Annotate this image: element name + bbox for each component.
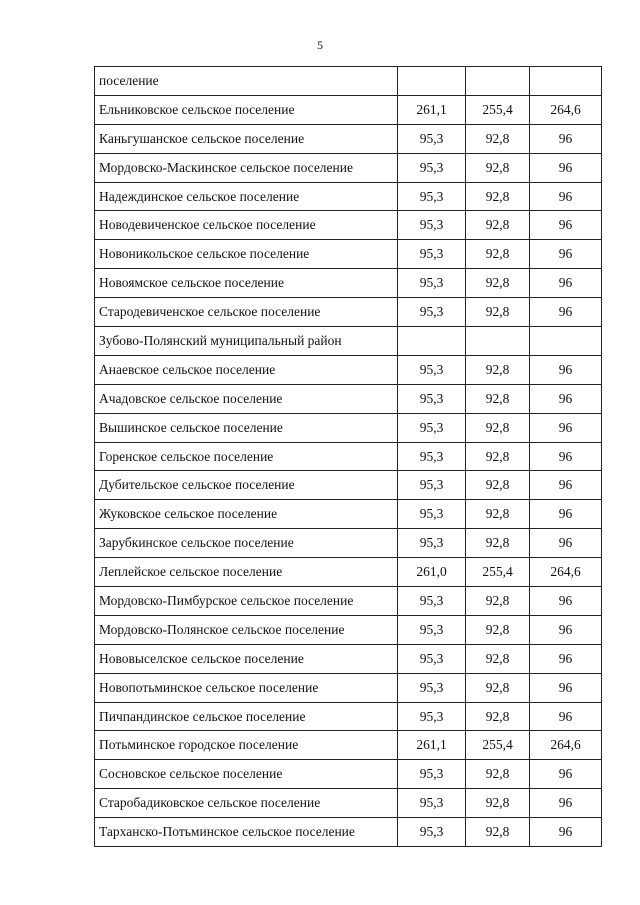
- value-cell-3: 96: [530, 153, 602, 182]
- settlement-name-cell: Зарубкинское сельское поселение: [95, 529, 398, 558]
- value-cell-2: 92,8: [466, 269, 530, 298]
- table-row-district-heading: [95, 327, 602, 356]
- settlement-name-cell: Пичпандинское сельское поселение: [95, 702, 398, 731]
- value-cell-3: 96: [530, 587, 602, 616]
- value-cell-2: 92,8: [466, 240, 530, 269]
- value-cell-1: 95,3: [398, 269, 466, 298]
- value-cell-1: 95,3: [398, 153, 466, 182]
- table-body: [95, 67, 602, 847]
- value-cell-1: 95,3: [398, 615, 466, 644]
- value-cell-2: 92,8: [466, 760, 530, 789]
- value-cell-3: 264,6: [530, 95, 602, 124]
- value-cell-1: 95,3: [398, 355, 466, 384]
- value-cell-2: 92,8: [466, 298, 530, 327]
- value-cell-1: 261,0: [398, 558, 466, 587]
- value-cell-1: 95,3: [398, 500, 466, 529]
- value-cell-2: 255,4: [466, 558, 530, 587]
- table-row: [95, 442, 602, 471]
- table-row: [95, 500, 602, 529]
- table-row: [95, 211, 602, 240]
- table-row: [95, 269, 602, 298]
- value-cell-3: 96: [530, 211, 602, 240]
- value-cell-2: 92,8: [466, 529, 530, 558]
- value-cell-3: 96: [530, 615, 602, 644]
- table-row: [95, 789, 602, 818]
- settlement-name-cell: Мордовско-Маскинское сельское поселение: [95, 153, 398, 182]
- table-row: [95, 384, 602, 413]
- value-cell-2: 92,8: [466, 442, 530, 471]
- table-row: [95, 240, 602, 269]
- value-cell-1: 261,1: [398, 731, 466, 760]
- value-cell-2: 255,4: [466, 731, 530, 760]
- value-cell-3: 96: [530, 124, 602, 153]
- settlement-name-cell: Дубительское сельское поселение: [95, 471, 398, 500]
- settlement-name-cell: Мордовско-Полянское сельское поселение: [95, 615, 398, 644]
- settlement-name-cell: Мордовско-Пимбурское сельское поселение: [95, 587, 398, 616]
- settlement-name-cell: Тарханско-Потьминское сельское поселение: [95, 818, 398, 847]
- table-row: [95, 182, 602, 211]
- table-row: [95, 529, 602, 558]
- table-row: [95, 558, 602, 587]
- settlement-name-cell: Сосновское сельское поселение: [95, 760, 398, 789]
- settlement-name-cell: Стародевиченское сельское поселение: [95, 298, 398, 327]
- settlement-name-cell: Ачадовское сельское поселение: [95, 384, 398, 413]
- table-row: [95, 298, 602, 327]
- value-cell-3: 96: [530, 644, 602, 673]
- value-cell-3: [530, 67, 602, 96]
- value-cell-2: 92,8: [466, 384, 530, 413]
- value-cell-2: 92,8: [466, 673, 530, 702]
- value-cell-1: 95,3: [398, 529, 466, 558]
- value-cell-3: 96: [530, 789, 602, 818]
- table-row: [95, 587, 602, 616]
- settlement-name-cell: Надеждинское сельское поселение: [95, 182, 398, 211]
- settlement-name-cell: Новоямское сельское поселение: [95, 269, 398, 298]
- table-row: [95, 615, 602, 644]
- value-cell-3: 96: [530, 355, 602, 384]
- value-cell-3: 96: [530, 384, 602, 413]
- value-cell-2: 92,8: [466, 153, 530, 182]
- value-cell-3: 96: [530, 529, 602, 558]
- settlement-name-cell: Ельниковское сельское поселение: [95, 95, 398, 124]
- settlement-name-cell: Потьминское городское поселение: [95, 731, 398, 760]
- value-cell-1: 95,3: [398, 702, 466, 731]
- value-cell-2: 92,8: [466, 182, 530, 211]
- settlement-name-cell: Анаевское сельское поселение: [95, 355, 398, 384]
- value-cell-2: 92,8: [466, 587, 530, 616]
- table-row: [95, 471, 602, 500]
- settlement-name-cell: Леплейское сельское поселение: [95, 558, 398, 587]
- value-cell-1: 95,3: [398, 442, 466, 471]
- value-cell-2: 92,8: [466, 789, 530, 818]
- table-row: [95, 702, 602, 731]
- value-cell-1: 261,1: [398, 95, 466, 124]
- district-heading: Зубово-Полянский муниципальный район: [95, 327, 398, 356]
- value-cell-1: 95,3: [398, 471, 466, 500]
- value-cell-3: 96: [530, 702, 602, 731]
- table-row: [95, 153, 602, 182]
- value-cell-1: 95,3: [398, 644, 466, 673]
- table-row: [95, 673, 602, 702]
- settlement-name-cell: Новоникольское сельское поселение: [95, 240, 398, 269]
- value-cell-3: 96: [530, 413, 602, 442]
- value-cell-1: 95,3: [398, 182, 466, 211]
- value-cell-2: 92,8: [466, 124, 530, 153]
- value-cell-3: 96: [530, 442, 602, 471]
- value-cell-2: 92,8: [466, 818, 530, 847]
- settlement-name-cell: Горенское сельское поселение: [95, 442, 398, 471]
- settlement-name-cell: Вышинское сельское поселение: [95, 413, 398, 442]
- value-cell-1: 95,3: [398, 760, 466, 789]
- value-cell-2: 92,8: [466, 702, 530, 731]
- table-row: [95, 644, 602, 673]
- value-cell-1: [398, 327, 466, 356]
- table-row: [95, 760, 602, 789]
- value-cell-2: [466, 67, 530, 96]
- value-cell-2: 92,8: [466, 211, 530, 240]
- value-cell-1: 95,3: [398, 413, 466, 442]
- table-row-continuation: [95, 67, 602, 96]
- page-number: 5: [317, 38, 323, 52]
- value-cell-3: 96: [530, 500, 602, 529]
- settlement-name-cell: Каньгушанское сельское поселение: [95, 124, 398, 153]
- table-row: [95, 355, 602, 384]
- value-cell-1: 95,3: [398, 124, 466, 153]
- value-cell-2: 92,8: [466, 644, 530, 673]
- value-cell-1: 95,3: [398, 818, 466, 847]
- value-cell-1: 95,3: [398, 789, 466, 818]
- value-cell-3: 96: [530, 269, 602, 298]
- table-row: [95, 124, 602, 153]
- value-cell-3: 96: [530, 182, 602, 211]
- value-cell-1: [398, 67, 466, 96]
- table-row: [95, 413, 602, 442]
- settlement-name-cell: Жуковское сельское поселение: [95, 500, 398, 529]
- value-cell-3: 264,6: [530, 558, 602, 587]
- value-cell-1: 95,3: [398, 298, 466, 327]
- value-cell-1: 95,3: [398, 587, 466, 616]
- value-cell-2: 92,8: [466, 615, 530, 644]
- value-cell-3: [530, 327, 602, 356]
- table-row: [95, 95, 602, 124]
- settlement-name-cell: Новопотьминское сельское поселение: [95, 673, 398, 702]
- value-cell-2: 92,8: [466, 500, 530, 529]
- settlement-name-cell: Нововыселское сельское поселение: [95, 644, 398, 673]
- budget-table: [94, 66, 602, 847]
- value-cell-3: 96: [530, 298, 602, 327]
- value-cell-3: 96: [530, 818, 602, 847]
- value-cell-2: 92,8: [466, 413, 530, 442]
- table-row: [95, 818, 602, 847]
- value-cell-1: 95,3: [398, 211, 466, 240]
- value-cell-1: 95,3: [398, 240, 466, 269]
- value-cell-3: 264,6: [530, 731, 602, 760]
- value-cell-2: 92,8: [466, 355, 530, 384]
- value-cell-3: 96: [530, 471, 602, 500]
- value-cell-1: 95,3: [398, 673, 466, 702]
- value-cell-3: 96: [530, 240, 602, 269]
- value-cell-2: 255,4: [466, 95, 530, 124]
- value-cell-2: 92,8: [466, 471, 530, 500]
- value-cell-3: 96: [530, 673, 602, 702]
- value-cell-3: 96: [530, 760, 602, 789]
- settlement-name-cell: поселение: [95, 67, 398, 96]
- settlement-name-cell: Старобадиковское сельское поселение: [95, 789, 398, 818]
- value-cell-2: [466, 327, 530, 356]
- settlement-name-cell: Новодевиченское сельское поселение: [95, 211, 398, 240]
- table-row: [95, 731, 602, 760]
- value-cell-1: 95,3: [398, 384, 466, 413]
